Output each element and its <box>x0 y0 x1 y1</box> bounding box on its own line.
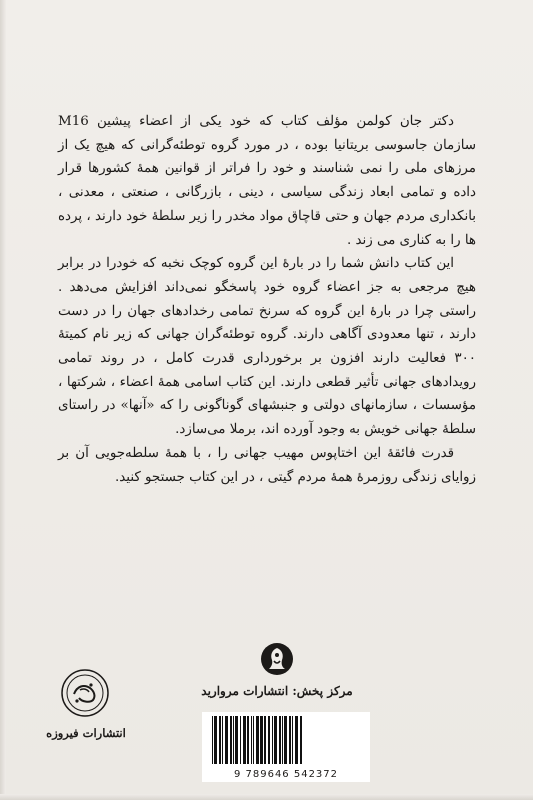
isbn-digits: 9 789646 542372 <box>233 769 339 780</box>
distributor-label: مرکز پخش: انتشارات مروارید <box>201 684 353 698</box>
isbn-barcode <box>202 712 370 782</box>
blurb-text <box>58 110 476 489</box>
firouzeh-seal-icon <box>60 668 110 718</box>
bottom-edge-shadow <box>0 794 533 800</box>
blurb-paragraph-1: دکتر جان کولمن مؤلف کتاب که خود یکی از اعضاء پیشین M16 سازمان جاسوسی بریتانیا بوده ، در مورد گروه توطئه‌گرانی که هیچ یک از مرزهای ملی را نمی شناسند و خود را فراتر از قوانین همهٔ کشورها قرار داده و تمامی ابعاد زندگی سیاسی ، دینی ، بازرگانی ، صنعتی ، معدنی ، بانکداری مردم جهان و حتی قاچاق مواد مخدر را زیر سلطهٔ خود دارند ، پرده ها را به کناری می زند . <box>58 114 476 248</box>
publisher-label: انتشارات فیروزه <box>46 726 126 740</box>
blurb-paragraph-2: این کتاب دانش شما را در بارهٔ این گروه کوچک نخبه که خودرا در برابر هیچ مرجعی به جز اعضاء گروه خود پاسخگو نمی‌داند افزایش می‌دهد . راستی چرا در بارهٔ این گروه که سرنخ تمامی رخدادهای جهان را در دست دارند ، تنها معدودی آگاهی دارند. گروه توطئه‌گران جهانی که زیر نام کمیتهٔ ۳۰۰ فعالیت دارند افزون بر برخورداری قدرت کامل ، در روند تمامی رویدادهای جهانی تأثیر قطعی دارند. این کتاب اسامی همهٔ اعضاء ، شرکتها ، مؤسسات ، سازمانهای دولتی و جنبشهای گوناگونی را که «آنها» در راستای سلطهٔ جهانی خویش به وجود آورده اند، برملا می‌سازد. <box>58 256 476 438</box>
left-edge-shadow <box>0 0 6 800</box>
peacock-logo-icon <box>260 642 294 676</box>
blurb-paragraph-3: قدرت فائقهٔ این اختاپوس مهیب جهانی را ، با همهٔ سلطه‌جویی آن بر زوایای زندگی روزمرهٔ همهٔ مردم گیتی ، در این کتاب جستجو کنید. <box>58 445 476 485</box>
